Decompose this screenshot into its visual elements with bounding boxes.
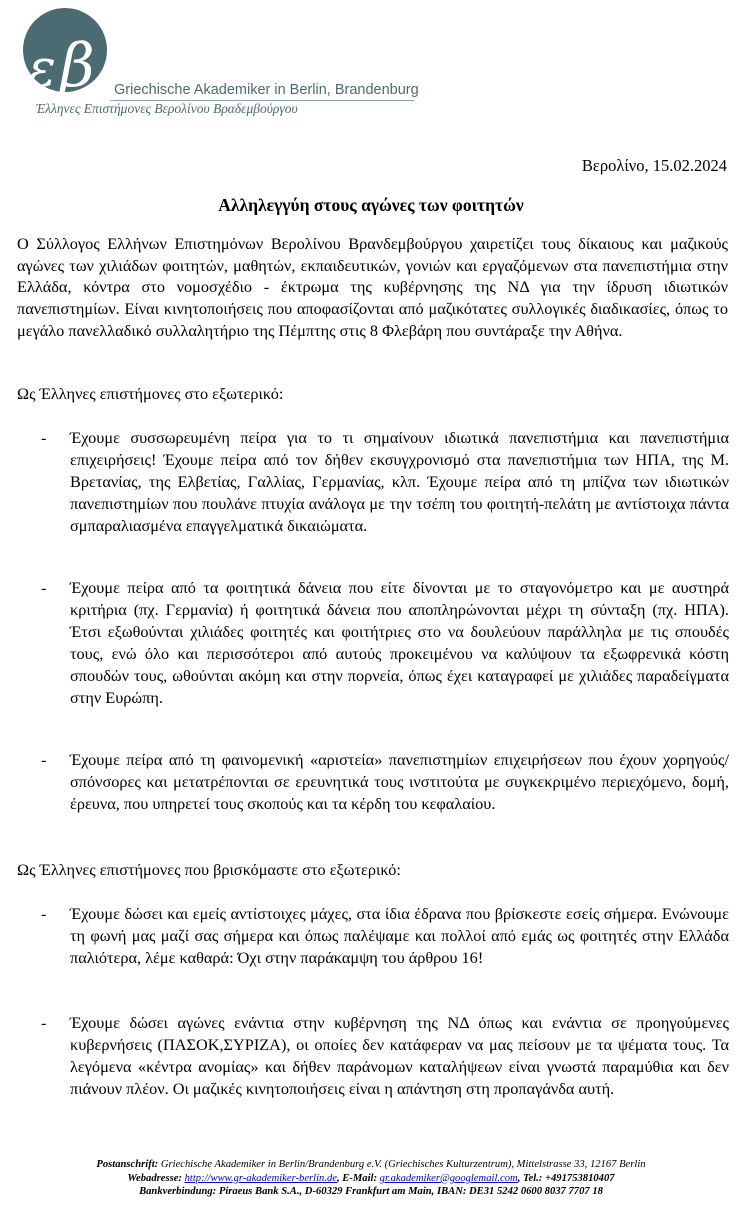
list-item-text: Έχουμε δώσει και εμείς αντίστοιχες μάχες, στα ίδια έδρανα που βρίσκεστε εσείς σήμερα. Ενώνουμε τη φωνή μας μαζί σας σήμερα και όπως παλέψαμε και πολλοί από εμάς ως φοιτητές στην Ελλάδα παλιότερα, λέμε καθαρά: Όχι στην παράκαμψη του άρθρου 16! — [70, 904, 729, 967]
letter-date: Βερολίνο, 15.02.2024 — [581, 156, 727, 175]
section-heading-abroad: Ως Έλληνες επιστήμονες στο εξωτερικό: — [17, 384, 284, 403]
intro-paragraph: Ο Σύλλογος Ελλήνων Επιστημόνων Βερολίνου Βρανδεμβούργου χαιρετίζει τους δίκαιους και μαζικούς αγώνες των χιλιάδων φοιτητών, μαθητών, εκπαιδευτικών, γονιών και εργαζόμενων στα πανεπιστήμια στην Ελλάδα, κόντρα στο νομοσχέδιο - έκτρωμα της κυβέρνησης της ΝΔ για την ίδρυση ιδιωτικών πανεπιστημίων. Είναι κινητοποιήσεις που αποφασίζονται από μαζικότατες συλλογικές διαδικασίες, όπως το μεγάλο πανελλαδικό συλλαλητήριο της Πέμπτης στις 8 Φλεβάρη που συντάραξε την Αθήνα. — [17, 234, 728, 340]
footer-bank — [0, 1185, 742, 1199]
footer-bank-value: Piraeus Bank S.A., D-60329 Frankfurt am Main, IBAN: DE31 5242 0600 8037 7707 18 — [218, 1186, 603, 1198]
footer-postal-value: Griechische Akademiker in Berlin/Brandenburg e.V. (Griechisches Kulturzentrum), Mittelstrasse 33, 12167 Berlin — [160, 1159, 646, 1170]
letter-footer — [0, 1158, 742, 1199]
list-item-text: Έχουμε πείρα από τα φοιτητικά δάνεια που είτε δίνονται με το σταγονόμετρο και με αυστηρά κριτήρια (πχ. Γερμανία) ή φοιτητικά δάνεια που αποπληρώνονται μέχρι τη σύνταξη (πχ. ΗΠΑ). Έτσι εξωθούνται χιλιάδες φοιτητές και φοιτήτριες στο να δουλεύουν παράλληλα με τις σπουδές τους, ενώ όλο και περισσότεροι από αυτούς προκειμένου να καλύψουν τα εξωφρενικά κόστη σπουδών τους, ωθούνται ακόμη και στην πορνεία, όπως έχει καταγραφεί με χιλιάδες παραδείγματα στην Ευρώπη. — [70, 578, 729, 707]
letterhead — [18, 6, 418, 118]
list-item-text: Έχουμε πείρα από τη φαινομενική «αριστεία» πανεπιστημίων επιχειρήσεων που έχουν χορηγούς/σπόνσορες και μετατρέπονται σε ερευνητικά τους ινστιτούτα με συγκεκριμένο περιεχόμενο, δομή, έρευνα, που υπηρετεί τους σκοπούς και τα κέρδη του κεφαλαίου. — [70, 750, 729, 813]
svg-text:β: β — [60, 31, 95, 101]
bullet-marker: - — [41, 750, 47, 769]
bullet-marker: - — [41, 578, 47, 597]
list-item-text: Έχουμε δώσει αγώνες ενάντια στην κυβέρνηση της ΝΔ όπως και ενάντια σε προηγούμενες κυβερνήσεις (ΠΑΣΟΚ,ΣΥΡΙΖΑ), οι οποίες δεν κατάφεραν να μας πείσουν με τα ψέματα τους. Τα λεγόμενα «κέντρα ανομίας» και δήθεν παράνομων καταλήψεων είναι γνωστά παραμύθια και δεν πιάνουν πλέον. Οι μαζικές κινητοποιήσεις είναι η απάντηση στη προπαγάνδα αυτή. — [70, 1013, 729, 1098]
footer-postal-address — [0, 1158, 742, 1172]
footer-email-label: , E-Mail: — [336, 1172, 378, 1184]
bullet-marker: - — [41, 1013, 47, 1032]
organization-name-greek: Έλληνες Επιστήμονες Βερολίνου Βραδεμβούργου — [36, 101, 298, 116]
document-title: Αλληλεγγύη στους αγώνες των φοιτητών — [218, 195, 524, 215]
footer-contact — [0, 1172, 742, 1186]
website-link[interactable]: http://www.gr-akademiker-berlin.de — [184, 1172, 337, 1184]
footer-phone: , Tel.: +491753810407 — [517, 1172, 615, 1184]
bullet-marker: - — [41, 904, 47, 923]
svg-text:ε: ε — [28, 39, 56, 99]
section-heading-located-abroad: Ως Έλληνες επιστήμονες που βρισκόμαστε στο εξωτερικό: — [17, 860, 401, 879]
organization-logo-icon — [18, 6, 118, 102]
email-link[interactable]: gr.akademiker@googlemail.com — [379, 1172, 518, 1184]
bullet-marker: - — [41, 428, 47, 447]
footer-web-label: Webadresse: — [127, 1172, 182, 1184]
list-item-text: Έχουμε συσσωρευμένη πείρα για το τι σημαίνουν ιδιωτικά πανεπιστήμια και πανεπιστήμια επιχειρήσεις! Έχουμε πείρα από τον δήθεν εκσυγχρονισμό στα πανεπιστήμια των ΗΠΑ, της Μ. Βρετανίας, της Ελβετίας, Γαλλίας, Γερμανίας, κλπ. Έχουμε πείρα από τη μπίζνα των ιδιωτικών πανεπιστημίων που πουλάνε πτυχία ανάλογα με την τσέπη του φοιτητή-πελάτη με αντίστοιχα πάντα σμπαραλιασμένα επαγγελματικά δικαιώματα. — [70, 428, 729, 535]
footer-postal-label: Postanschrift: — [96, 1159, 159, 1170]
organization-name-german: Griechische Akademiker in Berlin, Brandenburg — [114, 82, 419, 98]
footer-bank-label: Bankverbindung: — [139, 1186, 217, 1198]
